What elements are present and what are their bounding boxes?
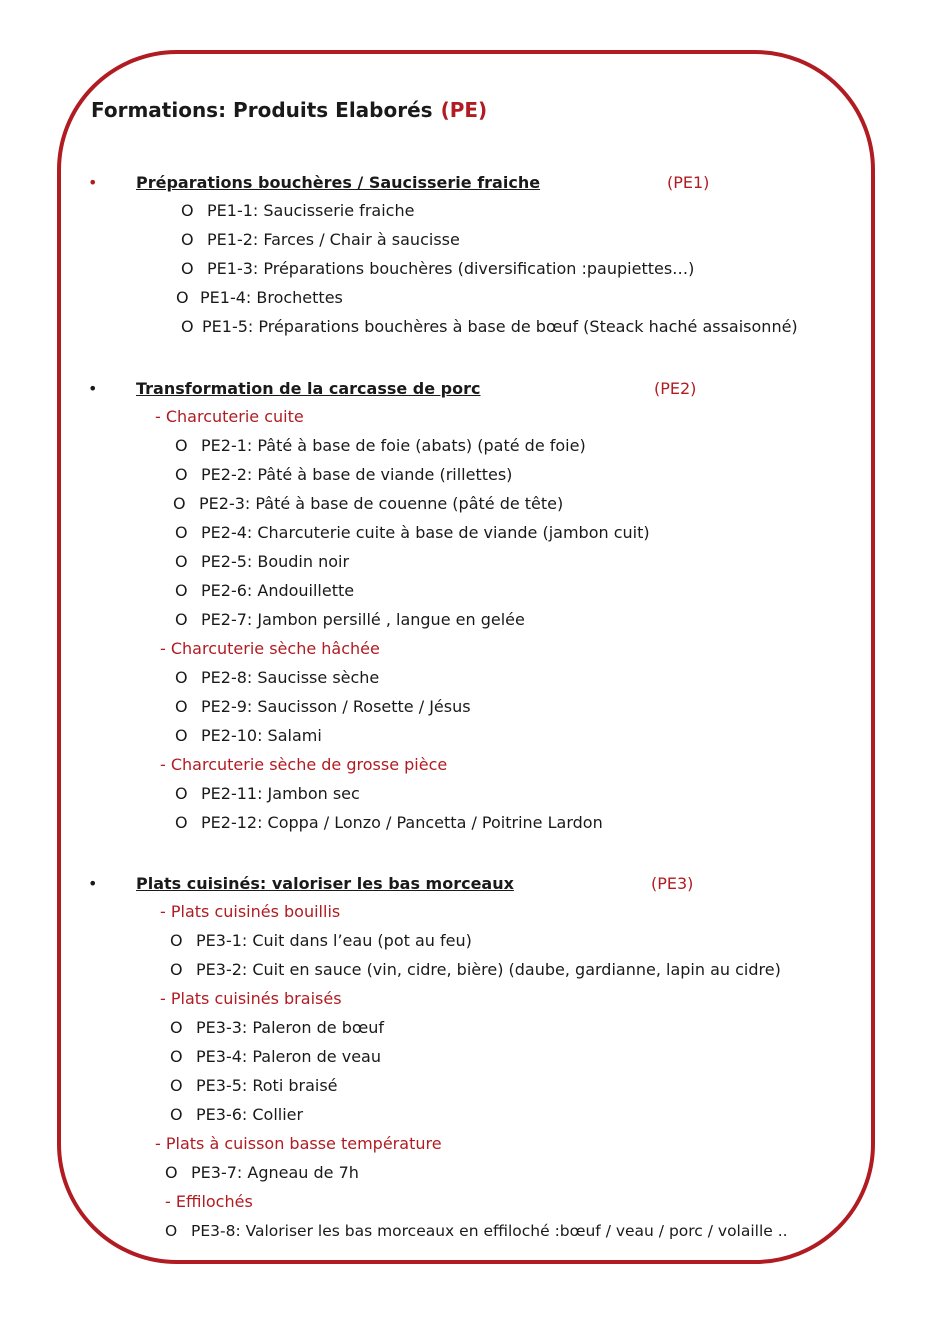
list-item: O PE3-6: Collier (170, 1105, 304, 1124)
page-title-text: Formations: Produits Elaborés (91, 98, 433, 122)
subsection-label: - Plats à cuisson basse température (155, 1134, 442, 1153)
section-heading: Préparations bouchères / Saucisserie fraiche (136, 173, 541, 192)
list-item: O PE2-11: Jambon sec (175, 784, 360, 803)
subsection-label: - Effilochés (165, 1192, 253, 1211)
subsection-label: - Plats cuisinés bouillis (160, 902, 341, 921)
list-item: O PE3-1: Cuit dans l’eau (pot au feu) (170, 931, 472, 950)
list-item: O PE2-2: Pâté à base de viande (rillettes) (175, 465, 513, 484)
subsection-label: - Plats cuisinés braisés (160, 989, 342, 1008)
list-item: O PE2-5: Boudin noir (175, 552, 350, 571)
section-bullet: • (88, 874, 98, 893)
list-item: O PE3-7: Agneau de 7h (165, 1163, 359, 1182)
list-item: O PE2-9: Saucisson / Rosette / Jésus (175, 697, 471, 716)
page-title-code: (PE) (440, 98, 488, 122)
list-item: O PE3-8: Valoriser les bas morceaux en effiloché :bœuf / veau / porc / volaille .. (165, 1222, 788, 1240)
section-bullet: • (88, 379, 98, 398)
section-code: (PE1) (667, 173, 710, 192)
section-heading: Plats cuisinés: valoriser les bas morceaux (136, 874, 514, 893)
list-item: O PE1-4: Brochettes (176, 288, 343, 307)
list-item: O PE1-1: Saucisserie fraiche (181, 201, 415, 220)
list-item: O PE2-7: Jambon persillé , langue en gelée (175, 610, 525, 629)
list-item: O PE1-2: Farces / Chair à saucisse (181, 230, 460, 249)
subsection-label: - Charcuterie sèche hâchée (160, 639, 380, 658)
subsection-label: - Charcuterie sèche de grosse pièce (160, 755, 448, 774)
list-item: O PE3-2: Cuit en sauce (vin, cidre, bière) (daube, gardianne, lapin au cidre) (170, 960, 781, 979)
list-item: O PE2-10: Salami (175, 726, 322, 745)
section-heading: Transformation de la carcasse de porc (136, 379, 481, 398)
list-item: O PE2-1: Pâté à base de foie (abats) (paté de foie) (175, 436, 586, 455)
section-code: (PE2) (654, 379, 697, 398)
list-item: O PE3-5: Roti braisé (170, 1076, 338, 1095)
subsection-label: - Charcuterie cuite (155, 407, 304, 426)
section-bullet: • (88, 173, 98, 192)
page-title (91, 98, 487, 122)
list-item: O PE1-3: Préparations bouchères (diversification :paupiettes…) (181, 259, 695, 278)
list-item: O PE2-12: Coppa / Lonzo / Pancetta / Poitrine Lardon (175, 813, 603, 832)
list-item: O PE2-8: Saucisse sèche (175, 668, 380, 687)
section-code: (PE3) (651, 874, 694, 893)
list-item: O PE1-5: Préparations bouchères à base de bœuf (Steack haché assaisonné) (181, 317, 798, 336)
list-item: O PE2-3: Pâté à base de couenne (pâté de tête) (173, 494, 564, 513)
list-item: O PE2-6: Andouillette (175, 581, 355, 600)
list-item: O PE3-3: Paleron de bœuf (170, 1018, 385, 1037)
list-item: O PE2-4: Charcuterie cuite à base de viande (jambon cuit) (175, 523, 650, 542)
list-item: O PE3-4: Paleron de veau (170, 1047, 381, 1066)
